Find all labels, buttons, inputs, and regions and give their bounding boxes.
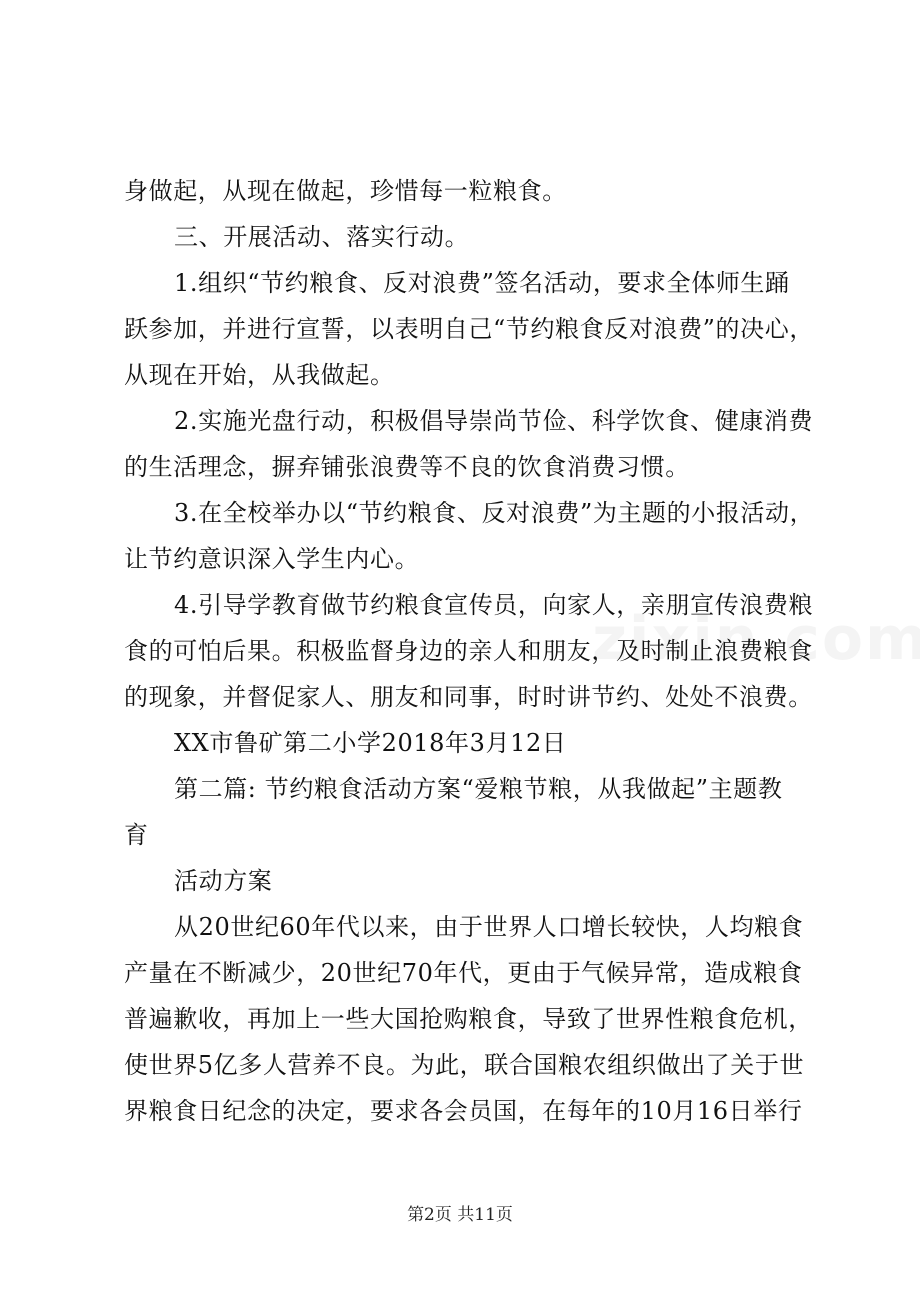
text-line: XX市鲁矿第二小学2018年3月12日 bbox=[174, 729, 567, 757]
text-line: 普遍歉收，再加上一些大国抢购粮食，导致了世界性粮食危机， bbox=[124, 1005, 813, 1033]
text-line: 从20世纪60年代以来，由于世界人口增长较快，人均粮食 bbox=[174, 913, 804, 941]
text-line: 3.在全校举办以“节约粮食、反对浪费”为主题的小报活动， bbox=[174, 499, 815, 527]
text-line: 食的可怕后果。积极监督身边的亲人和朋友，及时制止浪费粮食 bbox=[124, 637, 813, 665]
text-line: 的生活理念，摒弃铺张浪费等不良的饮食消费习惯。 bbox=[124, 453, 690, 481]
text-line: 产量在不断减少，20世纪70年代，更由于气候异常，造成粮食 bbox=[124, 959, 803, 987]
text-line: 1.组织“节约粮食、反对浪费”签名活动，要求全体师生踊 bbox=[174, 269, 790, 297]
text-line: 的现象，并督促家人、朋友和同事，时时讲节约、处处不浪费。 bbox=[124, 683, 813, 711]
text-line: 活动方案 bbox=[174, 867, 273, 895]
text-line: 让节约意识深入学生内心。 bbox=[124, 545, 420, 573]
text-line: 三、开展活动、落实行动。 bbox=[174, 223, 470, 251]
text-line: 从现在开始，从我做起。 bbox=[124, 361, 395, 389]
text-line: 4.引导学教育做节约粮食宣传员，向家人，亲朋宣传浪费粮 bbox=[174, 591, 814, 619]
text-line: 使世界5亿多人营养不良。为此，联合国粮农组织做出了关于世 bbox=[124, 1051, 805, 1079]
text-line: 2.实施光盘行动，积极倡导崇尚节俭、科学饮食、健康消费 bbox=[174, 407, 814, 435]
text-line: 育 bbox=[124, 821, 149, 849]
watermark bbox=[592, 604, 920, 674]
page-footer: 第2页 共11页 bbox=[407, 1205, 513, 1225]
text-line: 界粮食日纪念的决定，要求各会员国，在每年的10月16日举行 bbox=[124, 1097, 803, 1125]
text-line: 第二篇: 节约粮食活动方案“爱粮节粮，从我做起”主题教 bbox=[174, 775, 783, 803]
text-line: 身做起，从现在做起，珍惜每一粒粮食。 bbox=[124, 177, 567, 205]
text-line: 跃参加，并进行宣誓，以表明自己“节约粮食反对浪费”的决心， bbox=[124, 315, 814, 343]
